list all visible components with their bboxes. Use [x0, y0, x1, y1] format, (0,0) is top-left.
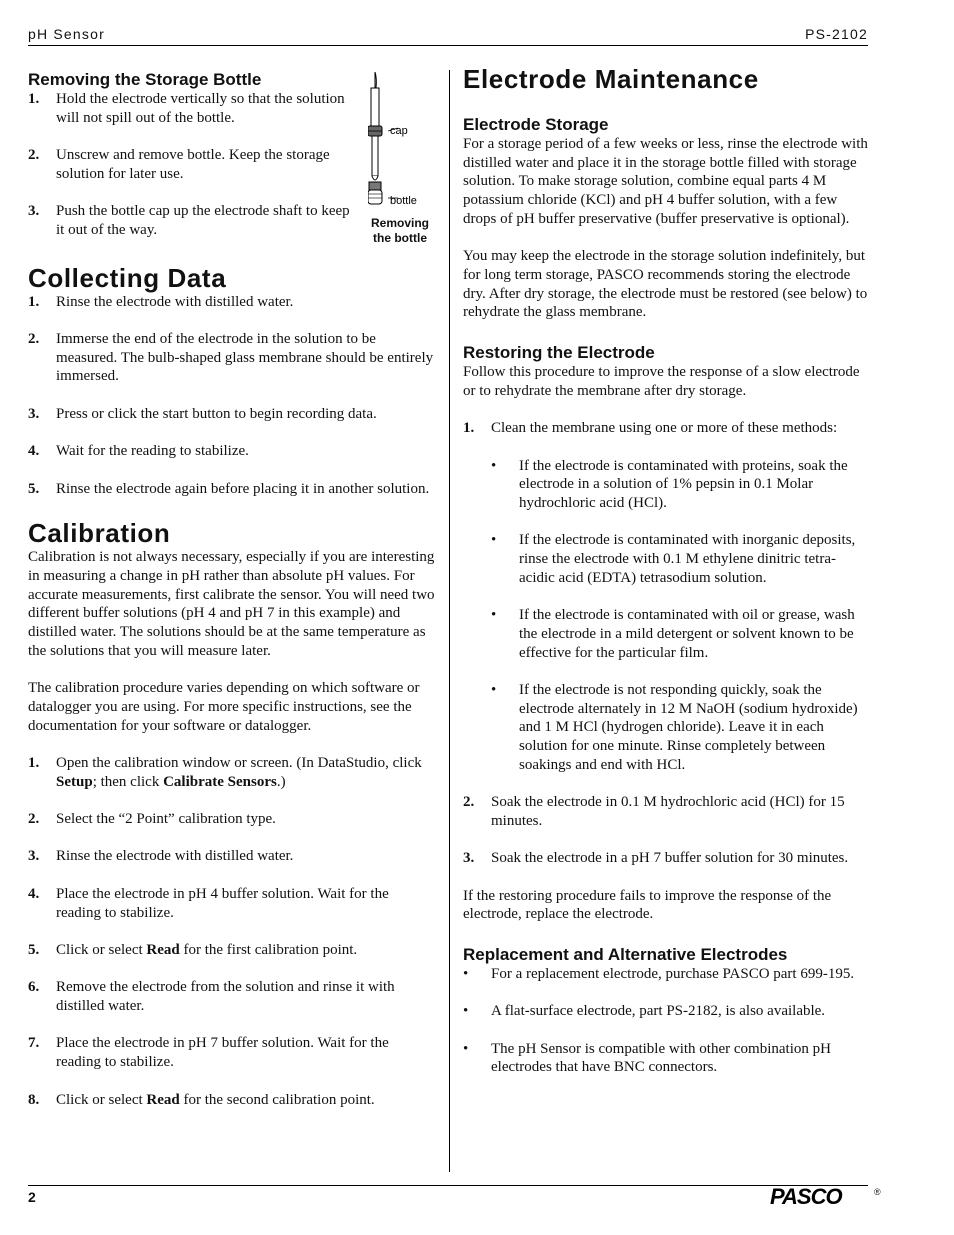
bullet-icon: • — [463, 965, 469, 982]
item-number: 1. — [28, 293, 40, 310]
item-number: 3. — [28, 405, 40, 422]
item-text: Rinse the electrode with distilled water. — [56, 848, 294, 865]
item-number: 1. — [28, 754, 40, 771]
item-text: Click or select Read for the second calibration point. — [56, 1091, 375, 1108]
item-number: 4. — [28, 443, 40, 460]
restoring-heading: Restoring the Electrode — [463, 343, 655, 363]
item-text: Rinse the electrode again before placing it in another solution. — [56, 480, 430, 497]
item-number: 4. — [28, 885, 40, 902]
item-text: Wait for the reading to stabilize. — [56, 443, 249, 460]
header-rule — [28, 45, 868, 46]
item-number: 3. — [28, 848, 40, 865]
pasco-logo — [768, 1184, 868, 1208]
list-item — [28, 978, 436, 1015]
bullet-icon: • — [463, 1003, 469, 1020]
read-button-term: Read — [146, 1091, 180, 1108]
list-item — [28, 941, 436, 960]
item-text: Clean the membrane using one or more of these methods: — [491, 420, 838, 437]
storage-paragraph-1: For a storage period of a few weeks or less, rinse the electrode with distilled water and place it in the storage bottle filled with storage solution. To make storage solution, combine equal parts 4 M potassium chloride (KCl) and pH 4 buffer solution, with a few drops of pH buffer preservative (buffer preservative is optional). — [463, 136, 868, 227]
read-button-term: Read — [146, 941, 180, 958]
list-item — [28, 1091, 436, 1110]
bullet-icon: • — [491, 681, 497, 698]
item-number: 3. — [463, 850, 475, 867]
registered-mark: ® — [874, 1187, 881, 1197]
bullet-text: If the electrode is contaminated with proteins, soak the electrode in a solution of 1% pepsin in 0.1 Molar hydrochloric acid (HCl). — [519, 457, 848, 511]
maintenance-heading: Electrode Maintenance — [463, 64, 759, 94]
storage-paragraph-2: You may keep the electrode in the storage solution indefinitely, but for long term storage, PASCO recommends storing the electrode dry. After dry storage, the electrode must be restored (see below) to rehydrate the glass membrane. — [463, 248, 868, 321]
storage-steps-list — [28, 90, 358, 240]
calibrate-sensors-term: Calibrate Sensors — [163, 773, 277, 790]
item-number: 2. — [28, 330, 40, 347]
item-text: Click or select Read for the first calibration point. — [56, 941, 358, 958]
calibration-intro: Calibration is not always necessary, especially if you are interesting in measuring a change in pH rather than absolute pH values. For accurate measurements, first calibrate the sensor. You will need two different buffer solutions (pH 4 and pH 7 in this example) and distilled water. The solutions should be at the same temperature as the solutions that you will measure later. — [28, 549, 435, 659]
list-item — [28, 442, 436, 461]
list-item — [28, 405, 436, 424]
item-text: Press or click the start button to begin recording data. — [56, 405, 377, 422]
bullet-text: If the electrode is not responding quickly, soak the electrode alternately in 12 M NaOH (sodium hydroxide) and 1 M HCl (hydrogen chloride). Leave it in each solution for one minute. Rinse completely between soakings and end with HCl. — [519, 681, 858, 773]
item-number: 2. — [463, 794, 475, 811]
item-text: Select the “2 Point” calibration type. — [56, 811, 276, 828]
list-item — [463, 793, 871, 830]
replacement-list — [463, 965, 871, 1077]
bullet-icon: • — [491, 607, 497, 624]
list-item — [463, 419, 871, 438]
bullet-item — [463, 606, 871, 662]
item-number: 2. — [28, 147, 40, 164]
item-text: Push the bottle cap up the electrode shaft to keep it out of the way. — [56, 203, 350, 238]
item-text: Place the electrode in pH 4 buffer solution. Wait for the reading to stabilize. — [56, 885, 389, 921]
column-divider — [449, 70, 450, 1172]
list-item — [28, 754, 436, 791]
figure-caption — [358, 216, 442, 246]
bullet-item — [463, 457, 871, 513]
item-number: 2. — [28, 811, 40, 828]
list-item — [28, 90, 358, 127]
bullet-item — [463, 965, 871, 984]
item-number: 3. — [28, 203, 40, 220]
item-text: Rinse the electrode with distilled water. — [56, 293, 294, 310]
collecting-data-heading: Collecting Data — [28, 262, 227, 293]
cap-label: cap — [390, 125, 408, 137]
list-item — [28, 1034, 436, 1071]
bullet-icon: • — [463, 1040, 469, 1057]
bullet-text: If the electrode is contaminated with inorganic deposits, rinse the electrode with 0.1 M ethylene dinitric tetra-acidic acid (EDTA) tetrasodium solution. — [519, 532, 856, 586]
bullet-item — [463, 1002, 871, 1021]
item-number: 6. — [28, 979, 40, 996]
list-item — [28, 146, 358, 183]
item-number: 1. — [28, 91, 40, 107]
item-text: Hold the electrode vertically so that the solution will not spill out of the bottle. — [56, 91, 345, 126]
list-item — [463, 849, 871, 868]
setup-menu-term: Setup — [56, 773, 93, 790]
bottle-label: bottle — [390, 195, 417, 207]
calibration-procedure-note: The calibration procedure varies depending on which software or datalogger you are using. For more specific instructions, see the documentation for your software or datalogger. — [28, 680, 420, 734]
bullet-icon: • — [491, 532, 497, 549]
left-column — [28, 64, 436, 1109]
list-item — [28, 480, 436, 499]
page-number: 2 — [28, 1189, 36, 1205]
restoring-intro: Follow this procedure to improve the response of a slow electrode or to rehydrate the membrane after dry storage. — [463, 364, 860, 399]
item-number: 5. — [28, 480, 40, 497]
item-text: Soak the electrode in 0.1 M hydrochloric acid (HCl) for 15 minutes. — [491, 794, 845, 829]
item-number: 7. — [28, 1035, 40, 1052]
bullet-icon: • — [491, 457, 497, 474]
bullet-text: If the electrode is contaminated with oil or grease, wash the electrode in a mild detergent or solvent known to be effective for the particular film. — [519, 607, 855, 661]
right-column — [463, 64, 871, 1077]
list-item — [28, 810, 436, 829]
item-text: Soak the electrode in a pH 7 buffer solution for 30 minutes. — [491, 850, 849, 867]
item-text: Open the calibration window or screen. (In DataStudio, click Setup; then click Calibrate Sensors.) — [56, 754, 422, 790]
header-part-number: PS-2102 — [805, 26, 868, 42]
figure-caption-line2: the bottle — [373, 231, 427, 245]
header-title: pH Sensor — [28, 26, 105, 42]
item-number: 8. — [28, 1091, 40, 1108]
bullet-text: For a replacement electrode, purchase PASCO part 699-195. — [491, 965, 855, 982]
item-text: Place the electrode in pH 7 buffer solution. Wait for the reading to stabilize. — [56, 1035, 389, 1071]
logo-text: PASCO — [770, 1184, 842, 1208]
list-item — [28, 330, 436, 386]
list-item — [28, 293, 436, 312]
item-text: Unscrew and remove bottle. Keep the storage solution for later use. — [56, 147, 330, 182]
footer-rule — [28, 1185, 868, 1186]
bullet-text: The pH Sensor is compatible with other combination pH electrodes that have BNC connectors. — [491, 1040, 831, 1076]
replacement-heading: Replacement and Alternative Electrodes — [463, 944, 788, 964]
bullet-item — [463, 681, 871, 775]
item-number: 5. — [28, 941, 40, 958]
list-item — [28, 847, 436, 866]
storage-bottle-heading: Removing the Storage Bottle — [28, 70, 262, 89]
restoring-steps-list — [463, 419, 871, 868]
list-item — [28, 202, 358, 239]
item-text: Immerse the end of the electrode in the solution to be measured. The bulb-shaped glass membrane should be entirely immersed. — [56, 330, 434, 385]
calibration-steps-list — [28, 754, 436, 1109]
item-text: Remove the electrode from the solution and rinse it with distilled water. — [56, 979, 395, 1015]
bullet-item — [463, 1040, 871, 1077]
bullet-text: A flat-surface electrode, part PS-2182, is also available. — [491, 1003, 826, 1020]
figure-caption-line1: Removing — [370, 216, 429, 230]
collecting-steps-list — [28, 293, 436, 499]
restoring-failure-note: If the restoring procedure fails to improve the response of the electrode, replace the electrode. — [463, 887, 832, 923]
item-number: 1. — [463, 420, 475, 437]
calibration-heading: Calibration — [28, 518, 171, 549]
electrode-storage-heading: Electrode Storage — [463, 115, 609, 134]
bullet-item — [463, 531, 871, 587]
list-item — [28, 885, 436, 922]
